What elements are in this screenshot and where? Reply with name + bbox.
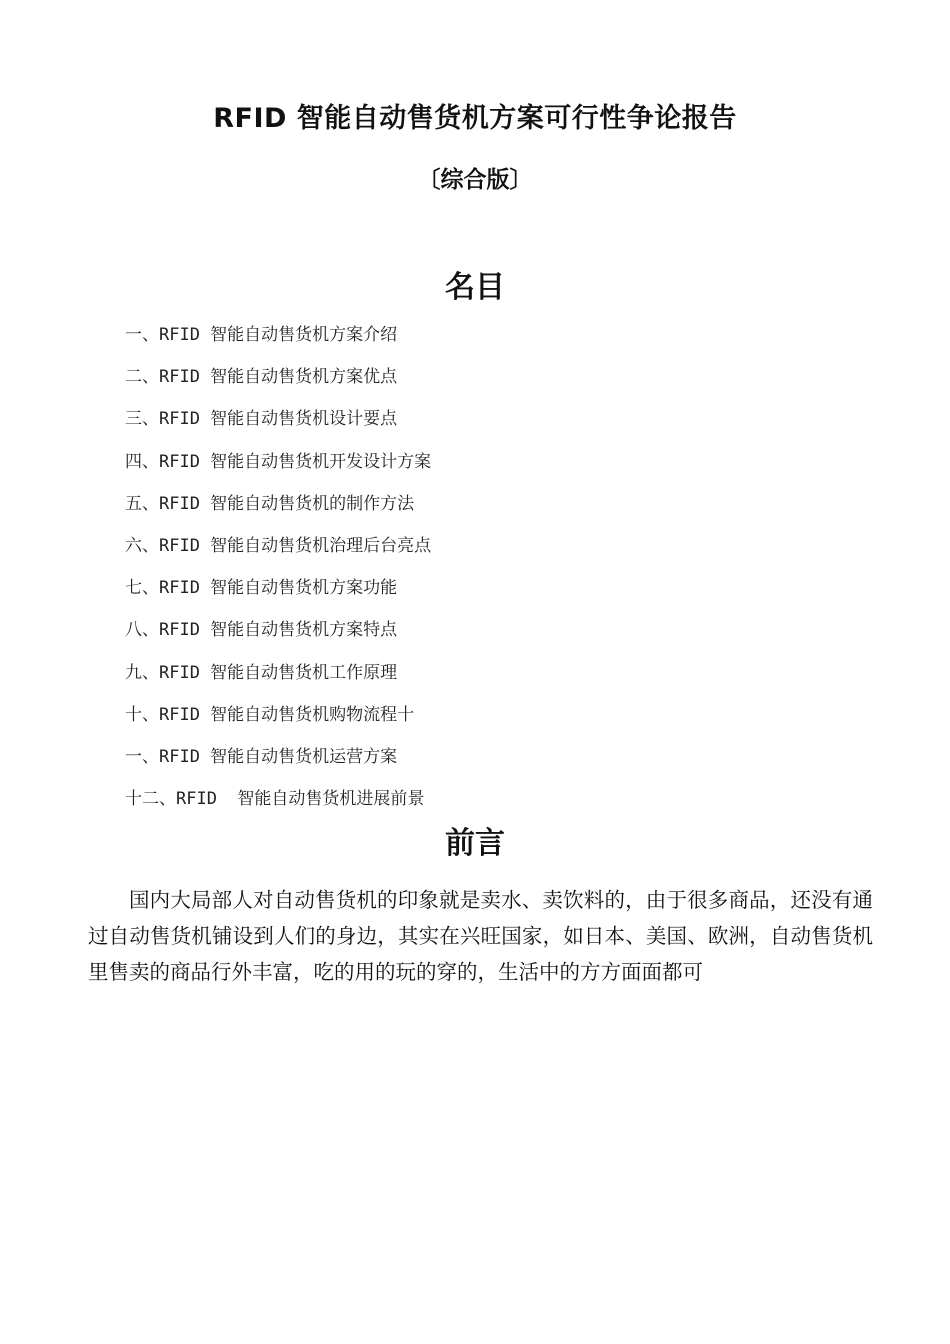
toc-item: 六、RFID 智能自动售货机治理后台亮点 bbox=[125, 535, 432, 556]
document-title: RFID 智能自动售货机方案可行性争论报告 bbox=[213, 103, 737, 134]
toc-item: 九、RFID 智能自动售货机工作原理 bbox=[125, 662, 398, 683]
toc-item: 十二、RFID 智能自动售货机进展前景 bbox=[125, 789, 425, 810]
toc-item: 一、RFID 智能自动售货机方案介绍 bbox=[125, 325, 398, 345]
toc-item: 五、RFID 智能自动售货机的制作方法 bbox=[125, 493, 415, 514]
toc-item: 八、RFID 智能自动售货机方案特点 bbox=[125, 620, 398, 641]
preface-paragraph: 国内大局部人对自动售货机的印象就是卖水、卖饮料的，由于很多商品，还没有通过自动售货机铺设到人们的身边，其实在兴旺国家，如日本、美国、欧洲，自动售货机里售卖的商品行外丰富，吃的用的玩的穿的，生活中的方方面面都可 bbox=[88, 888, 873, 984]
toc-item: 一、RFID 智能自动售货机运营方案 bbox=[125, 746, 398, 767]
toc-item: 十、RFID 智能自动售货机购物流程十 bbox=[125, 704, 415, 725]
preface-heading: 前言 bbox=[445, 826, 505, 861]
table-of-contents bbox=[125, 322, 431, 828]
toc-item: 四、RFID 智能自动售货机开发设计方案 bbox=[125, 451, 432, 472]
toc-heading: 名目 bbox=[445, 270, 505, 305]
toc-item: 七、RFID 智能自动售货机方案功能 bbox=[125, 578, 398, 599]
toc-item: 三、RFID 智能自动售货机设计要点 bbox=[125, 409, 398, 430]
document-subtitle: 〔综合版〕 bbox=[417, 167, 533, 193]
toc-item: 二、RFID 智能自动售货机方案优点 bbox=[125, 367, 398, 388]
